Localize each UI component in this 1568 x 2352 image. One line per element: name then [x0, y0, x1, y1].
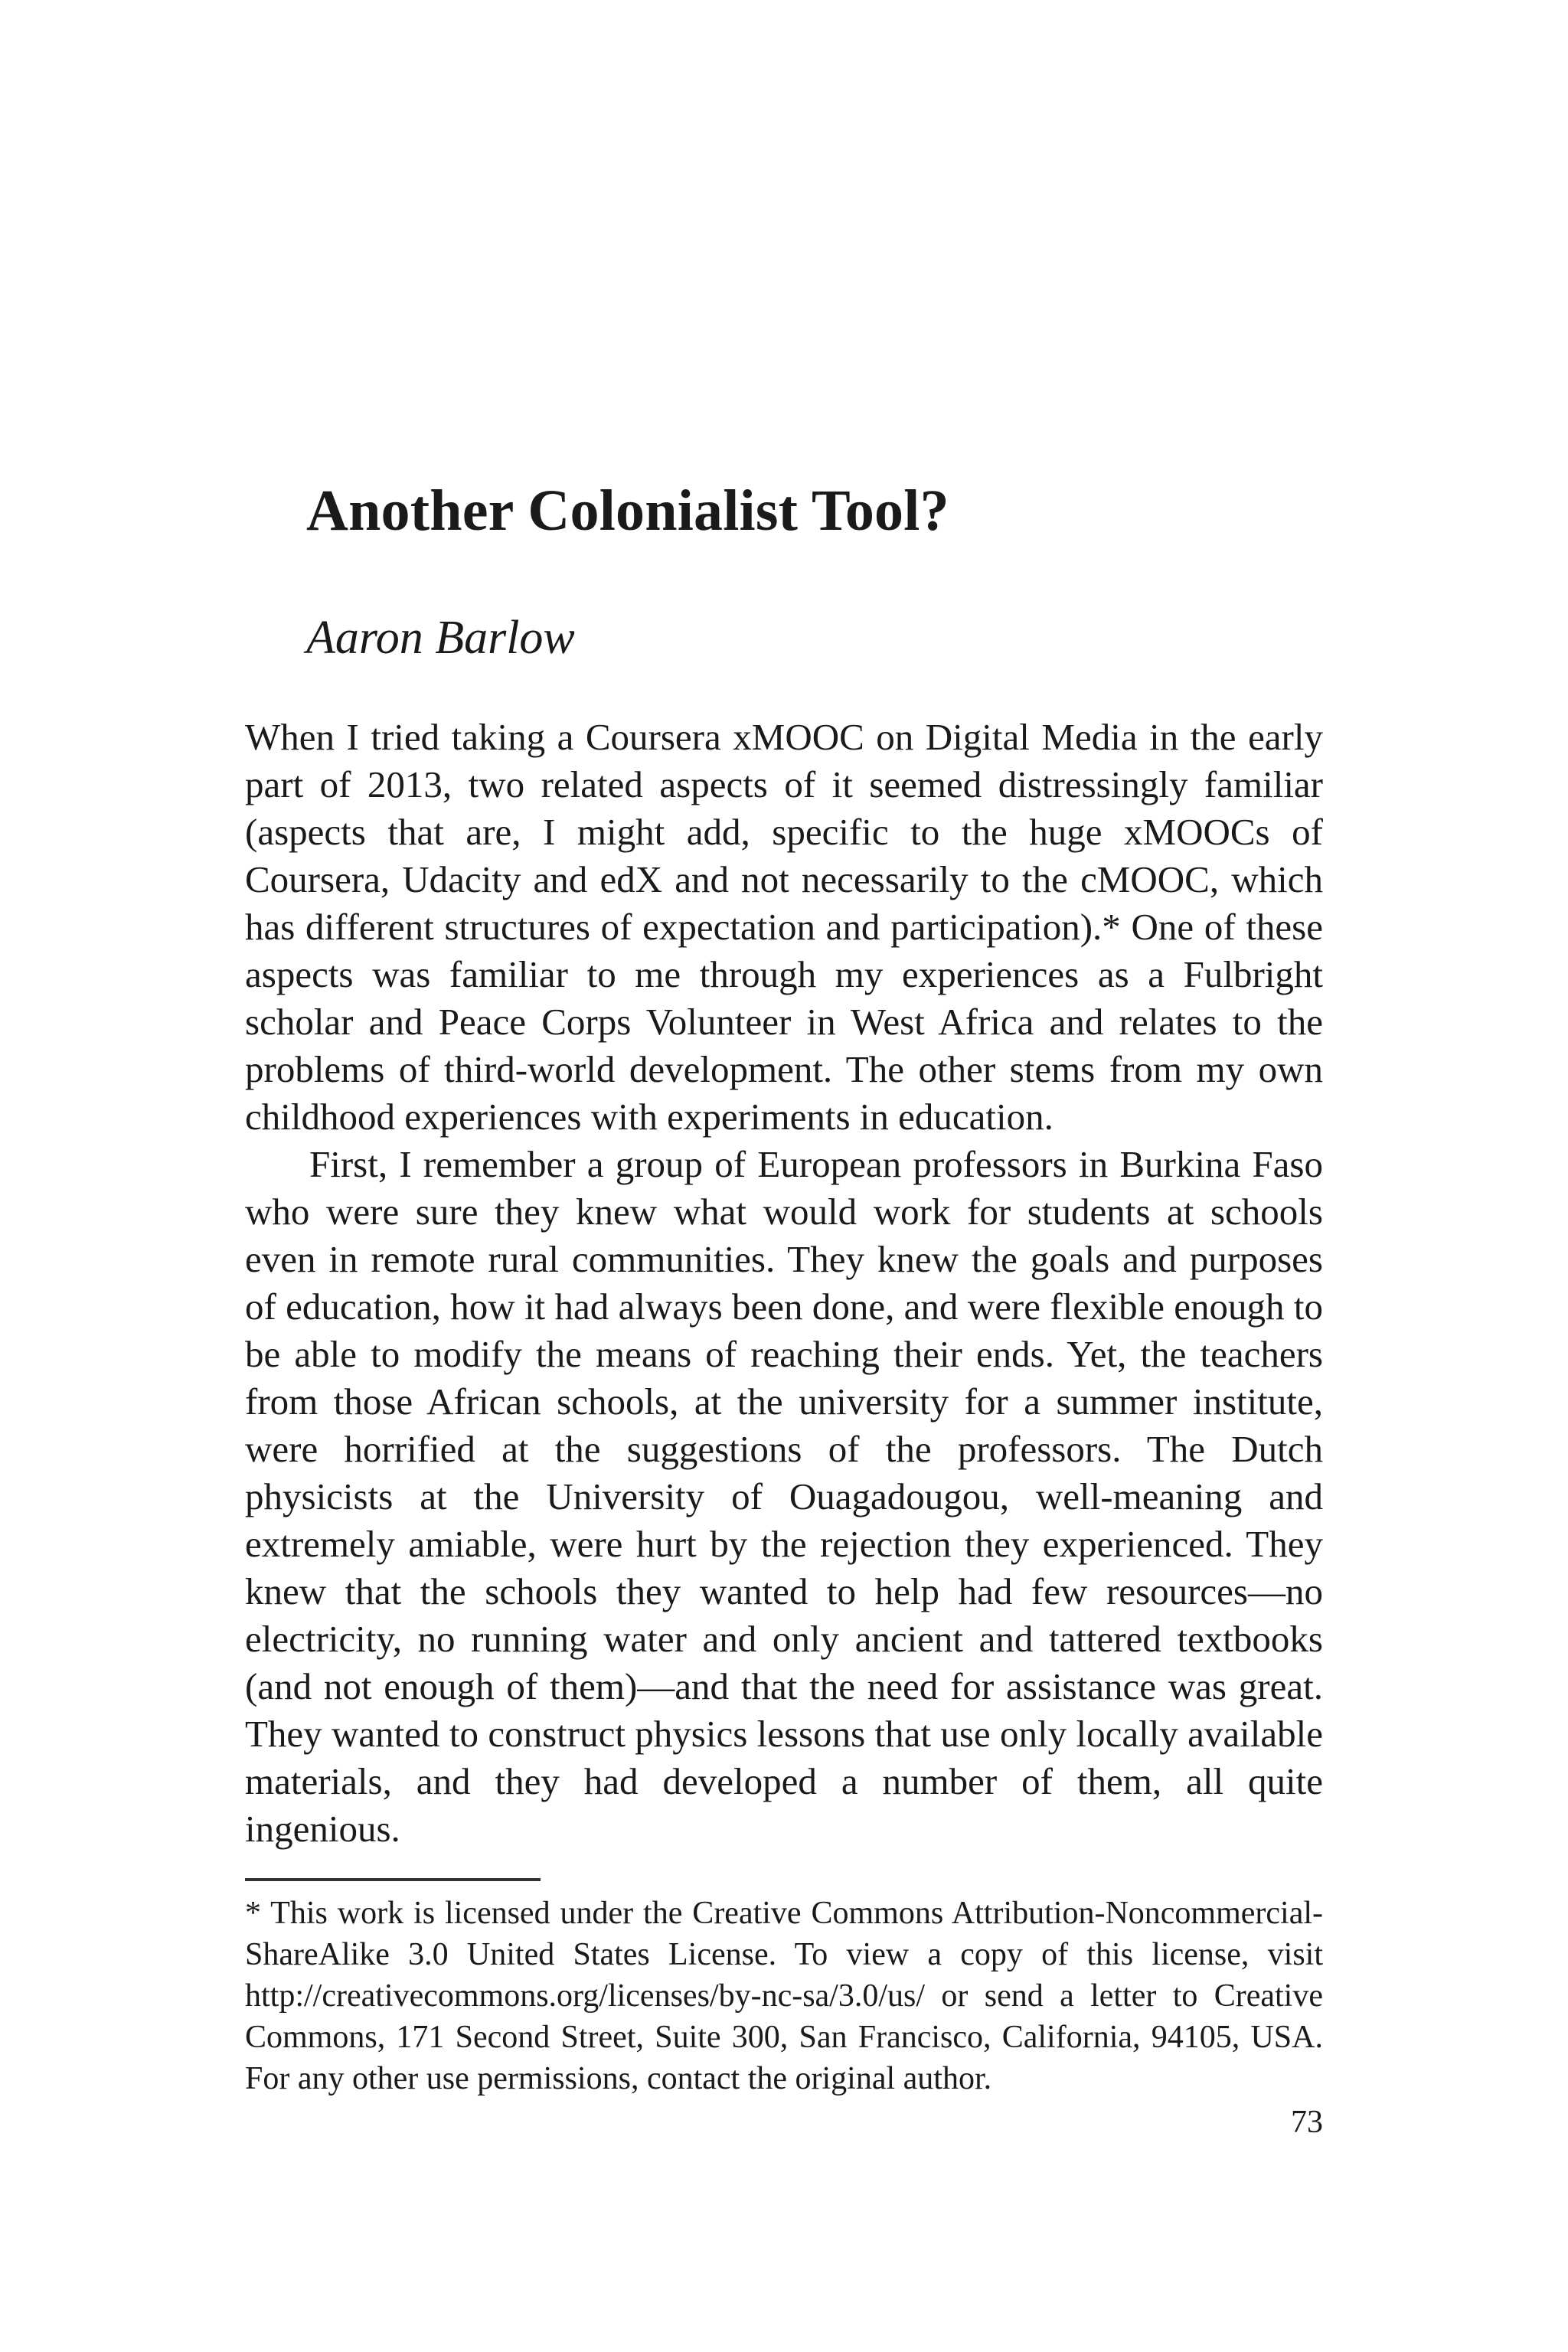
chapter-title: Another Colonialist Tool?	[306, 479, 949, 543]
body-text	[245, 714, 1323, 1853]
footnote-divider	[245, 1878, 541, 1881]
body-paragraph: First, I remember a group of European professors in Burkina Faso who were sure they knew what would work for students at schools even in remote rural communities. They knew the goals and purposes of education, how it had always been done, and were flexible enough to be able to modify the means of reaching their ends. Yet, the teachers from those African schools, at the university for a summer institute, were horrified at the suggestions of the professors. The Dutch physicists at the University of Ouagadougou, well-meaning and extremely amiable, were hurt by the rejection they experienced. They knew that the schools they wanted to help had few resources—no electricity, no running water and only ancient and tattered textbooks (and not enough of them)—and that the need for assistance was great. They wanted to construct physics lessons that use only locally available materials, and they had developed a number of them, all quite ingenious.	[245, 1143, 1323, 1850]
footnote: * This work is licensed under the Creative Commons Attribution-Noncommercial-ShareAlike 3.0 United States License. To view a copy of this license, visit http://creativecommons.org/licenses/by-nc-sa/3.0/us/ or send a letter to Creative Commons, 171 Second Street, Suite 300, San Francisco, California, 94105, USA. For any other use permissions, contact the original author.	[245, 1896, 1323, 2096]
page-number: 73	[1291, 2105, 1323, 2140]
chapter-author: Aaron Barlow	[306, 612, 575, 664]
body-paragraph: When I tried taking a Coursera xMOOC on Digital Media in the early part of 2013, two related aspects of it seemed distressingly familiar (aspects that are, I might add, specific to the huge xMOOCs of Coursera, Udacity and edX and not necessarily to the cMOOC, which has different structures of expectation and participation).* One of these aspects was familiar to me through my experiences as a Fulbright scholar and Peace Corps Volunteer in West Africa and relates to the problems of third-world development. The other stems from my own childhood experiences with experiments in education.	[245, 716, 1323, 1138]
